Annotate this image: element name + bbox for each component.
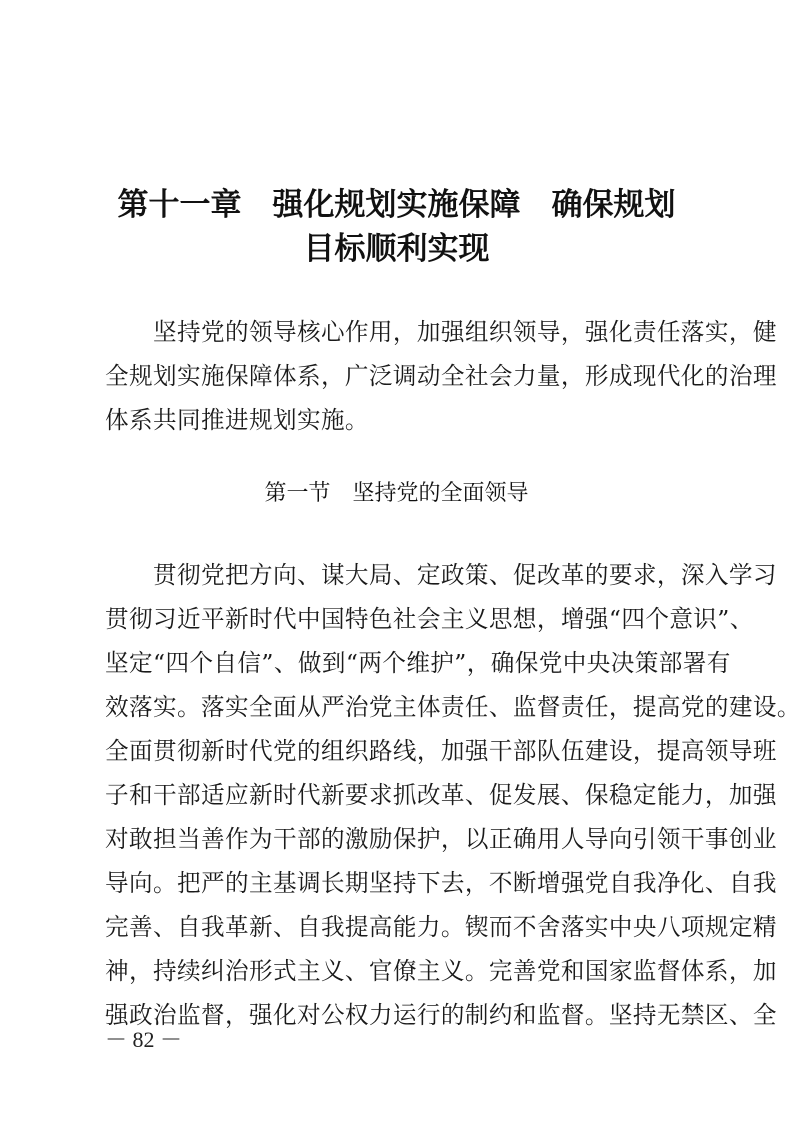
text-line: 导向。把严的主基调长期坚持下去，不断增强党自我净化、自我 [105,869,777,897]
text-line: 效落实。落实全面从严治党主体责任、监督责任，提高党的建设。 [105,693,801,721]
text-line: 子和干部适应新时代新要求抓改革、促发展、保稳定能力，加强 [105,781,777,809]
body-paragraph [105,553,801,1037]
intro-paragraph [105,310,777,442]
text-line: 贯彻习近平新时代中国特色社会主义思想，增强“四个意识”、 [105,605,754,633]
text-line: 全面贯彻新时代党的组织路线，加强干部队伍建设，提高领导班 [105,737,777,765]
text-line: 神，持续纠治形式主义、官僚主义。完善党和国家监督体系，加 [105,957,777,985]
text-line: 体系共同推进规划实施。 [105,406,369,434]
text-line: 全规划实施保障体系，广泛调动全社会力量，形成现代化的治理 [105,362,777,390]
page-number: － 82 － [105,1027,183,1052]
text-line: 对敢担当善作为干部的激励保护，以正确用人导向引领干事创业 [105,825,777,853]
text-line: 坚定“四个自信”、做到“两个维护”，确保党中央决策部署有 [105,649,731,677]
chapter-title [0,183,793,271]
section-title: 第一节 坚持党的全面领导 [264,481,529,506]
text-line: 强政治监督，强化对公权力运行的制约和监督。坚持无禁区、全 [105,1001,777,1029]
chapter-title-line-1: 第十一章 强化规划实施保障 确保规划 [117,187,676,223]
text-line: 坚持党的领导核心作用，加强组织领导，强化责任落实，健 [105,318,777,346]
text-line: 完善、自我革新、自我提高能力。锲而不舍落实中央八项规定精 [105,913,777,941]
chapter-title-line-2: 目标顺利实现 [303,231,490,267]
text-line: 贯彻党把方向、谋大局、定政策、促改革的要求，深入学习 [105,561,777,589]
